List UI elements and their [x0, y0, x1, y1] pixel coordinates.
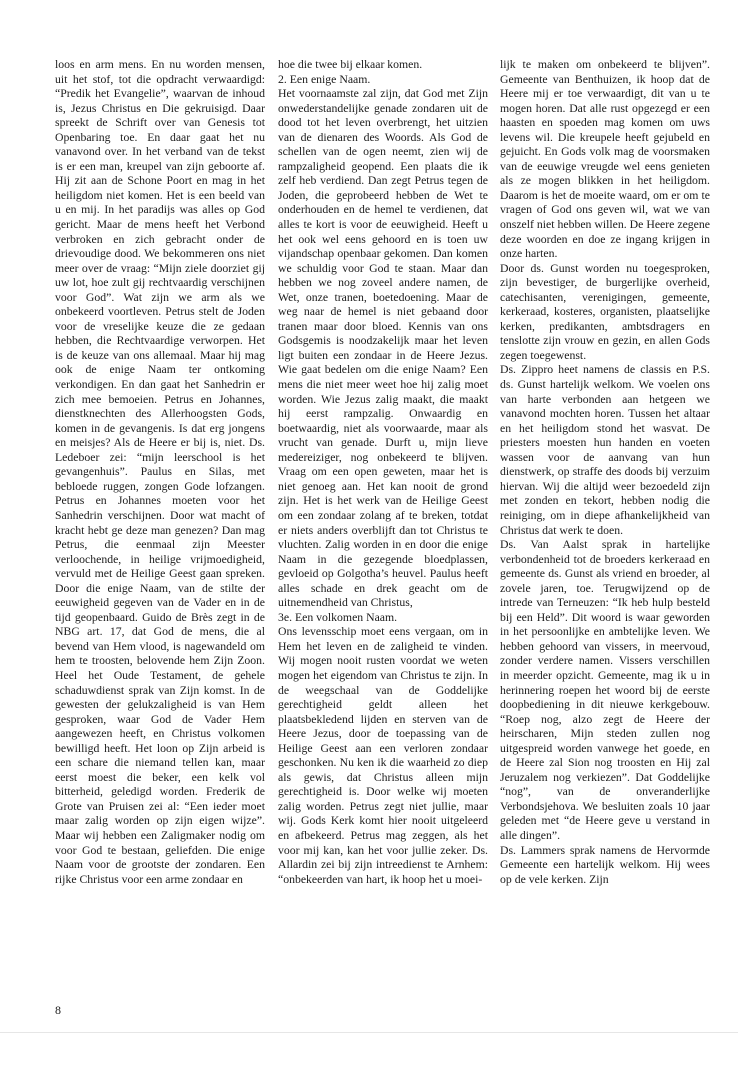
page-number: 8 — [55, 1003, 61, 1017]
paragraph: hoe die twee bij elkaar komen. — [278, 58, 423, 71]
paragraph: Ds. Zippro heet namens de classis en P.S. ds. Gunst hartelijk welkom. We voelen ons van harte verbonden aan hetgeen we vanavond mochten horen. Tussen het altaar en het heiligdom stond het wasvat. De priesters moesten hun handen en voeten wassen voor de aanvang van hun dienstwerk, op straffe des doods bij verzuim hiervan. Wij die altijd weer bezoedeld zijn met zonden en tekort, hebben nodig die reiniging, om in diepe afhankelijkheid van Christus dat werk te doen. — [500, 363, 710, 537]
section-heading: 2. Een enige Naam. — [278, 72, 371, 86]
bottom-divider — [0, 1032, 738, 1033]
section-heading: 3e. Een volkomen Naam. — [278, 610, 398, 624]
paragraph: Ds. Van Aalst sprak in hartelijke verbondenheid tot de broeders kerkeraad en gemeente ds. Gunst als vriend en broeder, al zovele jaren, toe. Terugwijzend op de intrede van Terneuzen: “Ik heb hulp besteld bij een Held”. Dit woord is waar geworden in het persoonlijke en ambtelijke leven. We hebben gehoord van vissers, in meervoud, zonder verdere namen. Vissers verschillen in meerder opzicht. Gemeente, mag ik u in herinnering roepen het woord bij de eerste doopbediening in dit nieuwe kerkgebouw. “Roep nog, alzo zegt de Heere der heirscharen, Mijn steden zullen nog uitgespreid worden vanwege het goede, en de Heere zal Sion nog troosten en Hij zal Jeruzalem nog verkiezen”. Dat Goddelijke “nog”, van de onveranderlijke Verbondsjehova. We besluiten zoals 10 jaar geleden met “de Heere geve u verstand in alle dingen”. — [500, 538, 710, 842]
paragraph: Door ds. Gunst worden nu toegesproken, zijn bevestiger, de burgerlijke overheid, catechisanten, verenigingen, gemeente, kerkeraad, kosteres, organisten, plaatselijke kerken, predikanten, ambtsdragers en tenslotte zijn vrouw en gezin, en allen Gods zegen toegewenst. — [500, 261, 710, 362]
text-column-1 — [55, 58, 265, 887]
text-column-3 — [500, 58, 710, 887]
paragraph: Ons levensschip moet eens vergaan, om in Hem het leven en de zaligheid te vinden. Wij mogen nooit rusten voordat we weten mogen het eigendom van Christus te zijn. In de weegschaal van de Goddelijke gerechtigheid geldt alleen het plaatsbekledend lijden en sterven van de Heere Jezus, door de toepassing van de Heilige Geest aan een verloren zondaar geschonken. Nu ken ik die waarheid zo diep als gewis, dat Christus alleen mijn gerechtigheid is. Door welke wij moeten zalig worden. Petrus zegt niet jullie, maar wij. Gods Kerk komt hier nooit uitgeleerd en afbekeerd. Petrus mag zeggen, als het voor mij kan, kan het voor jullie zeker. Ds. Allardin zei bij zijn intreedienst te Arnhem: “onbekeerden van hart, ik hoop het u moei- — [278, 625, 488, 886]
paragraph: Het voornaamste zal zijn, dat God met Zijn onwederstandelijke genade zondaren uit de dood tot het leven overbrengt, het uitzien van de dienaren des Woords. Als God de schellen van de ogen neemt, zien wij de rampzaligheid geopend. Een plaats die ik zelf heb verdiend. Dan zegt Petrus tegen de Joden, die geprobeerd hebben de Wet te onderhouden en de hemel te verdienen, dat alles te kort is voor de eeuwigheid. Heeft u het ook wel eens gehoord en is toen uw vijandschap openbaar gekomen. Dan komen we schuldig voor God te staan. Maar dan hebben we nog zoveel andere namen, de Wet, onze tranen, boetedoening. Maar de weg naar de hemel is niet gebaand door tranen maar door bloed. Kennis van ons Godsgemis is noodzakelijk maar het leven ligt buiten een zondaar in de Heere Jezus. Wie gaat bedelen om die enige Naam? Een mens die niet meer weet hoe hij zalig moet worden. Wie Jezus zalig maakt, die maakt hij eerst rampzalig. Onwaardig en boetwaardig, niet als voorwaarde, maar als vrucht van genade. Durft u, mijn lieve medereiziger, nog onbekeerd te blijven. Vraag om een open geweten, maar het is niet genoeg aan. Het kan nooit de grond zijn. Het is het werk van de Heilige Geest om een zondaar zolang af te breken, totdat er niets anders overblijft dan tot Christus te vluchten. Zalig worden in en door die enige Naam in die gezegende bloedplassen, gevloeid op Golgotha’s heuvel. Paulus heeft alles schade en drek geacht om de uitnemendheid van Christus, — [278, 87, 488, 610]
paragraph: Ds. Lammers sprak namens de Hervormde Gemeente een hartelijk welkom. Hij wees op de vele kerken. Zijn — [500, 843, 710, 886]
paragraph: lijk te maken om onbekeerd te blijven”. Gemeente van Benthuizen, ik hoop dat de Heere mij er toe verwaardigt, dit van u te mogen horen. Dat alle rust opgezegd er een haasten en spoeden mag komen om uws levens wil. Die kreupele heeft gejubeld en gejuicht. En Gods volk mag de voorsmaken van de eeuwige vreugde wel eens genieten als ze mogen blikken in het heiligdom. Daarom is het de moeite waard, om er om te vragen of God ons geven wil, wat we van onszelf niet hebben willen. De Heere zegene deze woorden en doe ze ingang krijgen in onze harten. — [500, 58, 710, 261]
text-column-2 — [278, 58, 488, 887]
paragraph: loos en arm mens. En nu worden mensen, uit het stof, tot die opdracht verwaardigd: “Predik het Evangelie”, waarvan de inhoud is, Jezus Christus en Die gekruisigd. Daar spreekt de Schrift over van Genesis tot Openbaring toe. En daar gaat het nu vanavond over. In het verband van de tekst is er een man, kreupel van zijn geboorte af. Hij zit aan de Schone Poort en mag in het heiligdom niet komen. Het is een beeld van u en mij. In het paradijs was alles op God gericht. Maar de mens heeft het Verbond verbroken en zich gebracht onder de drievoudige dood. We bekommeren ons niet meer over de vraag: “Mijn ziele doorziet gij uw lot, hoe zult gij rechtvaardig verschijnen voor God”. Wat zijn we arm als we onbekeerd voortleven. Petrus stelt de Joden voor de vreselijke keuze die ze gedaan hebben, die Rechtvaardige verworpen. Het is de keuze van ons allemaal. Maar hij mag ook de enige Naam ter ontkoming verkondigen. En dan gaat het Sanhedrin er zich mee bemoeien. Petrus en Johannes, dienstknechten des Allerhoogsten Gods, komen in de gevangenis. Is dat erg jongens en meisjes? Als de Heere er bij is, niet. Ds. Ledeboer zei: “mijn leerschool is het gevangenhuis”. Paulus en Silas, met bebloede ruggen, zongen Gode lofzangen. Petrus en Johannes moeten voor het Sanhedrin verschijnen. Door wat macht of kracht hebt ge deze man genezen? Dan mag Petrus, die eenmaal zijn Meester verloochende, in heilige vrijmoedigheid, vervuld met de Heilige Geest gaan spreken. Door die enige Naam, van de stilte der eeuwigheid gegeven van de Vader en in de tijd geopenbaard. Guido de Brès zegt in de NBG art. 17, dat God de mens, die al bevend van Hem vlood, is nagewandeld om hem te troosten, belovende hem Zijn Zoon. Heel het Oude Testament, de gehele schaduwdienst sprak van Zijn komst. In de gewesten der gelukzaligheid is van Hem gesproken, waar God de Vader Hem aangewezen heeft, en Christus volkomen bewilligd heeft. Het loon op Zijn arbeid is een schare die niemand tellen kan, maar eerst moest die beker, een kelk vol bitterheid, geledigd worden. Frederik de Grote van Pruisen zei al: “Een ieder moet maar zalig worden op zijn eigen wijze”. Maar wij hebben een Zaligmaker nodig om voor God te bestaan, geliefden. Die enige Naam voor de grootste der zondaren. Een rijke Christus voor een arme zondaar en — [55, 58, 265, 886]
